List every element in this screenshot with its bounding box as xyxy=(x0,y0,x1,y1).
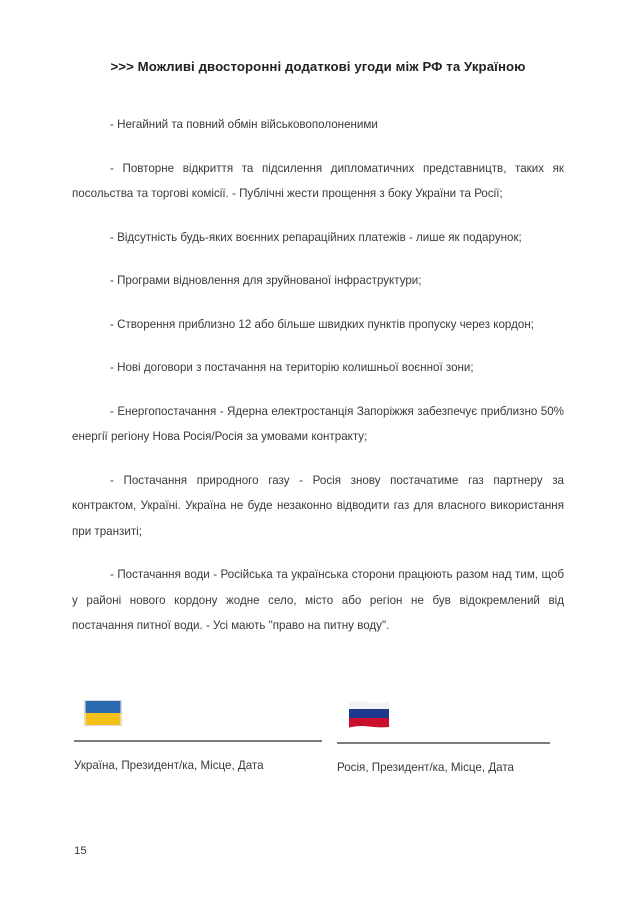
page-number: 15 xyxy=(74,845,87,857)
ukraine-flag-icon xyxy=(84,700,122,726)
paragraph: - Програми відновлення для зруйнованої інфраструктури; xyxy=(110,274,422,287)
signature-block-russia xyxy=(337,700,552,774)
signature-block-ukraine xyxy=(72,700,322,772)
signature-caption: Україна, Президент/ка, Місце, Дата xyxy=(74,759,264,772)
paragraph: - Нові договори з постачання на територію колишньої воєнної зони; xyxy=(110,361,474,374)
document-body xyxy=(72,112,564,639)
paragraph: - Повторне відкриття та підсилення дипломатичних представництв, таких як посольства та торгові комісії. - Публічні жести прощення з боку України та Росії; xyxy=(72,161,564,200)
paragraph: - Постачання води - Російська та українська сторони працюють разом над тим, щоб у районі нового кордону жодне село, місто або регіон не був відокремлений від постачання питної води. - Усі мають "право на питну воду". xyxy=(72,568,564,632)
russia-flag-icon xyxy=(349,700,389,728)
signature-line xyxy=(74,740,322,742)
paragraph: - Відсутність будь-яких воєнних репараційних платежів - лише як подарунок; xyxy=(110,230,522,244)
paragraph: - Негайний та повний обмін військовополоненими xyxy=(110,118,378,131)
signature-row xyxy=(72,700,564,800)
paragraph: - Створення приблизно 12 або більше швидких пунктів пропуску через кордон; xyxy=(110,317,534,331)
page-title: >>> Можливі двосторонні додаткові угоди між РФ та Україною xyxy=(110,59,526,74)
signature-caption: Росія, Президент/ка, Місце, Дата xyxy=(337,761,514,774)
signature-line xyxy=(337,742,550,744)
paragraph: - Енергопостачання - Ядерна електростанція Запоріжжя забезпечує приблизно 50% енергії регіону Нова Росія/Росія за умовами контракту; xyxy=(72,404,564,443)
paragraph: - Постачання природного газу - Росія знову постачатиме газ партнеру за контрактом, Україні. Україна не буде незаконно відводити газ для власного використання при транзиті; xyxy=(72,473,564,538)
signature-area xyxy=(72,700,564,800)
